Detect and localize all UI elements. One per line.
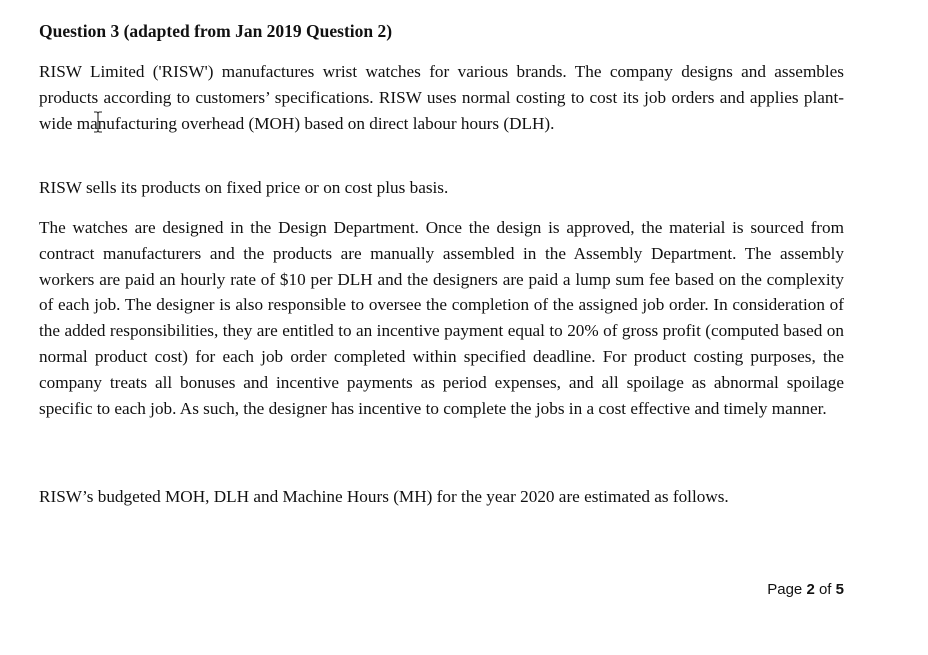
question-heading: Question 3 (adapted from Jan 2019 Question 2) bbox=[39, 21, 393, 41]
paragraph-company-intro: RISW Limited ('RISW') manufactures wrist watches for various brands. The company designs and assembles products according to customers’ specifications. RISW uses normal costing to cost its job orders and applies plant-wide manufacturing overhead (MOH) based on direct labour hours (DLH). bbox=[39, 62, 844, 133]
page-number-footer bbox=[767, 580, 844, 600]
paragraph-departments: The watches are designed in the Design Department. Once the design is approved, the material is sourced from contract manufacturers and the products are manually assembled in the Assembly Department. The assembly workers are paid an hourly rate of $10 per DLH and the designers are paid a lump sum fee based on the complexity of each job. The designer is also responsible to oversee the completion of the assigned job order. In consideration of the added responsibilities, they are entitled to an incentive payment equal to 20% of gross profit (computed based on normal product cost) for each job order completed within specified deadline. For product costing purposes, the company treats all bonuses and incentive payments as period expenses, and all spoilage as abnormal spoilage specific to each job. As such, the designer has incentive to complete the jobs in a cost effective and timely manner. bbox=[39, 218, 844, 418]
page-label: Page bbox=[767, 581, 803, 598]
text-cursor-icon bbox=[93, 111, 103, 133]
total-pages-number: 5 bbox=[835, 581, 844, 598]
paragraph-pricing: RISW sells its products on fixed price or on cost plus basis. bbox=[39, 178, 449, 197]
of-label: of bbox=[818, 581, 832, 598]
paragraph-budget: RISW’s budgeted MOH, DLH and Machine Hours (MH) for the year 2020 are estimated as follows. bbox=[39, 487, 729, 506]
current-page-number: 2 bbox=[806, 581, 815, 598]
